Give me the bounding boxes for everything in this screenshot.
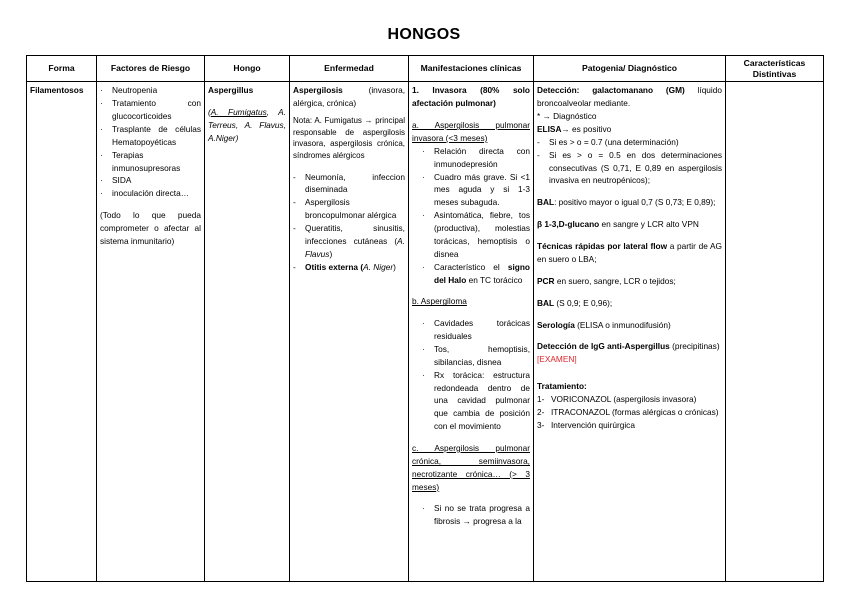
serologia-label: Serología [537,319,575,330]
header-caracteristicas: Características Distintivas [726,56,824,82]
beta-glucano-rest: en sangre y LCR alto VPN [599,219,699,230]
cell-manifestaciones [409,82,534,582]
list-item: - Aspergilosis broncopulmonar alérgica [293,196,405,222]
header-patogenia: Patogenia/ Diagnóstico [534,56,726,82]
page-title: HONGOS [387,26,461,43]
bal-line-2 [537,297,722,310]
list-item: · Tos, hemoptisis, sibilancias, disnea [422,343,530,369]
list-item: - Queratitis, sinusitis, infecciones cutáneas (A. Flavus) [293,222,405,261]
pcr-line [537,275,722,288]
fungi-table [26,55,824,582]
tecnicas-line [537,240,722,266]
otitis-text: Otitis externa ( [305,261,364,272]
tratamiento-list [537,393,722,432]
diagnostico-line: * → Diagnóstico [537,111,597,122]
igg-label: Detección de IgG anti-Aspergillus [537,341,670,352]
elisa-rest: es positivo [569,124,612,135]
elisa-label: ELISA→ [537,124,570,135]
cell-forma: Filamentosos [27,82,97,582]
cell-factores [97,82,205,582]
manifest-b-list [412,317,530,433]
deteccion-label: Detección: galactomanano (GM) [537,85,685,96]
keratitis-species: A. Flavus [305,235,405,259]
list-item: 3- Intervención quirúrgica [537,419,635,430]
list-item: - Si es > o = 0.7 (una determinación) [537,136,722,149]
halo-pre: Característico el [434,261,508,272]
fungus-name: Aspergillus [208,85,254,96]
beta-glucano-line [537,218,722,231]
header-manifestaciones: Manifestaciones clínicas [409,56,534,82]
list-item: · Cuadro más grave. Si <1 mes aguda y si 1-3 meses subaguda. [422,171,530,210]
disease-name: Aspergilosis [293,85,343,96]
serologia-rest: (ELISA o inmunodifusión) [574,319,671,330]
list-item: - Neumonía, infeccion diseminada [293,171,405,197]
cell-caracteristicas [726,82,824,582]
beta-glucano-label: β 1-3,D-glucano [537,219,600,230]
manifestaciones-content [412,84,530,554]
keratitis-text: Queratitis, sinusitis, infecciones cutáneas ( [305,223,405,246]
list-item: · inoculación directa… [100,187,201,200]
manifest-b-title: b. Aspergiloma [412,296,467,307]
elisa-line [537,123,722,136]
header-enfermedad: Enfermedad [290,56,409,82]
list-item [422,261,530,287]
risk-factor-list [100,84,201,200]
bal-label-1: BAL [537,197,555,208]
disease-forms: (invasora, alérgica, crónica) [293,85,405,109]
tratamiento-label: Tratamiento: [537,381,587,392]
list-item: · Rx torácica: estructura redondeada dentro de una cavidad pulmonar que cambia de posición con el movimiento [422,369,530,433]
cell-enfermedad [290,82,409,582]
bal-rest-2: (S 0,9; E 0,96); [554,297,613,308]
tecnicas-label: Técnicas rápidas por lateral flow [537,241,668,252]
list-item: · Cavidades torácicas residuales [422,317,530,343]
manifest-c-title: c. Aspergilosis pulmonar crónica, semiinvasora, necrotizante crónica… (> 3 meses) [412,442,530,492]
halo-sign: signo del Halo [434,261,530,285]
species-others: , A. Terreus, A. Flavus, A.Niger) [208,107,286,144]
list-item: · Asintomática, fiebre, tos (productiva), molestias torácicas, hemoptisis o disnea [422,209,530,260]
list-item: · Tratamiento con glucocorticoides [100,97,201,123]
header-forma: Forma [27,56,97,82]
list-item: · Relación directa con inmunodepresión [422,145,530,171]
cell-patogenia [534,82,726,582]
cell-hongo [205,82,290,582]
bal-line-1 [537,196,722,209]
list-item: · Neutropenia [100,84,201,97]
list-item: 2- ITRACONAZOL (formas alérgicas o crónicas) [537,406,719,417]
header-factores: Factores de Riesgo [97,56,205,82]
pcr-rest: en suero, sangre, LCR o tejidos; [554,275,676,286]
table-header-row [27,56,824,82]
elisa-list [537,136,722,187]
igg-rest: (precipitinas) [669,341,720,352]
species-fumigatus: A. Fumigatus [210,107,267,118]
manifest-c-list [412,502,530,528]
otitis-species: A. Niger [363,261,394,272]
igg-line [537,340,722,353]
table-row [27,82,824,582]
examen-tag: [EXAMEN] [537,354,577,365]
list-item: · Trasplante de células Hematopoyéticas [100,123,201,149]
halo-post: en TC torácico [466,274,523,285]
serologia-line [537,319,722,332]
manifest-a-title: a. Aspergilosis pulmonar invasora (<3 meses) [412,120,530,144]
manifest-a-list [412,145,530,286]
header-hongo: Hongo [205,56,290,82]
deteccion-rest: líquido broncoalveolar mediante. [537,85,722,109]
deteccion-line [537,84,722,110]
list-item: - Otitis externa (A. Niger) [293,261,405,274]
pcr-label: PCR [537,275,555,286]
manifest-heading: 1. Invasora (80% solo afectación pulmonar) [412,85,530,109]
list-item: · Terapias inmunosupresoras [100,149,201,175]
list-item: · Si no se trata progresa a fibrosis → progresa a la [422,502,530,528]
list-item: - Si es > o = 0.5 en dos determinaciones consecutivas (S 0,71, E 0,89 en aspergilosis invasiva en neutropénicos); [537,149,722,188]
list-item: 1- VORICONAZOL (aspergilosis invasora) [537,393,697,404]
bal-rest-1: : positivo mayor o igual 0,7 (S 0,73; E 0,89); [554,197,716,208]
disease-title [293,84,405,110]
fungus-species: (A. Fumigatus, A. Terreus, A. Flavus, A.Niger) [208,107,286,144]
disease-note: Nota: A. Fumigatus → principal responsable de aspergilosis invasora, aspergilosis crónica, síndromes alérgicos [293,116,405,160]
list-item: · SIDA [100,174,201,187]
risk-factor-note: (Todo lo que pueda comprometer o afectar al sistema inmunitario) [100,210,201,246]
tecnicas-rest: a partir de AG en suero o LBA; [537,241,722,264]
bal-label-2: BAL [537,297,555,308]
disease-list [293,171,405,274]
